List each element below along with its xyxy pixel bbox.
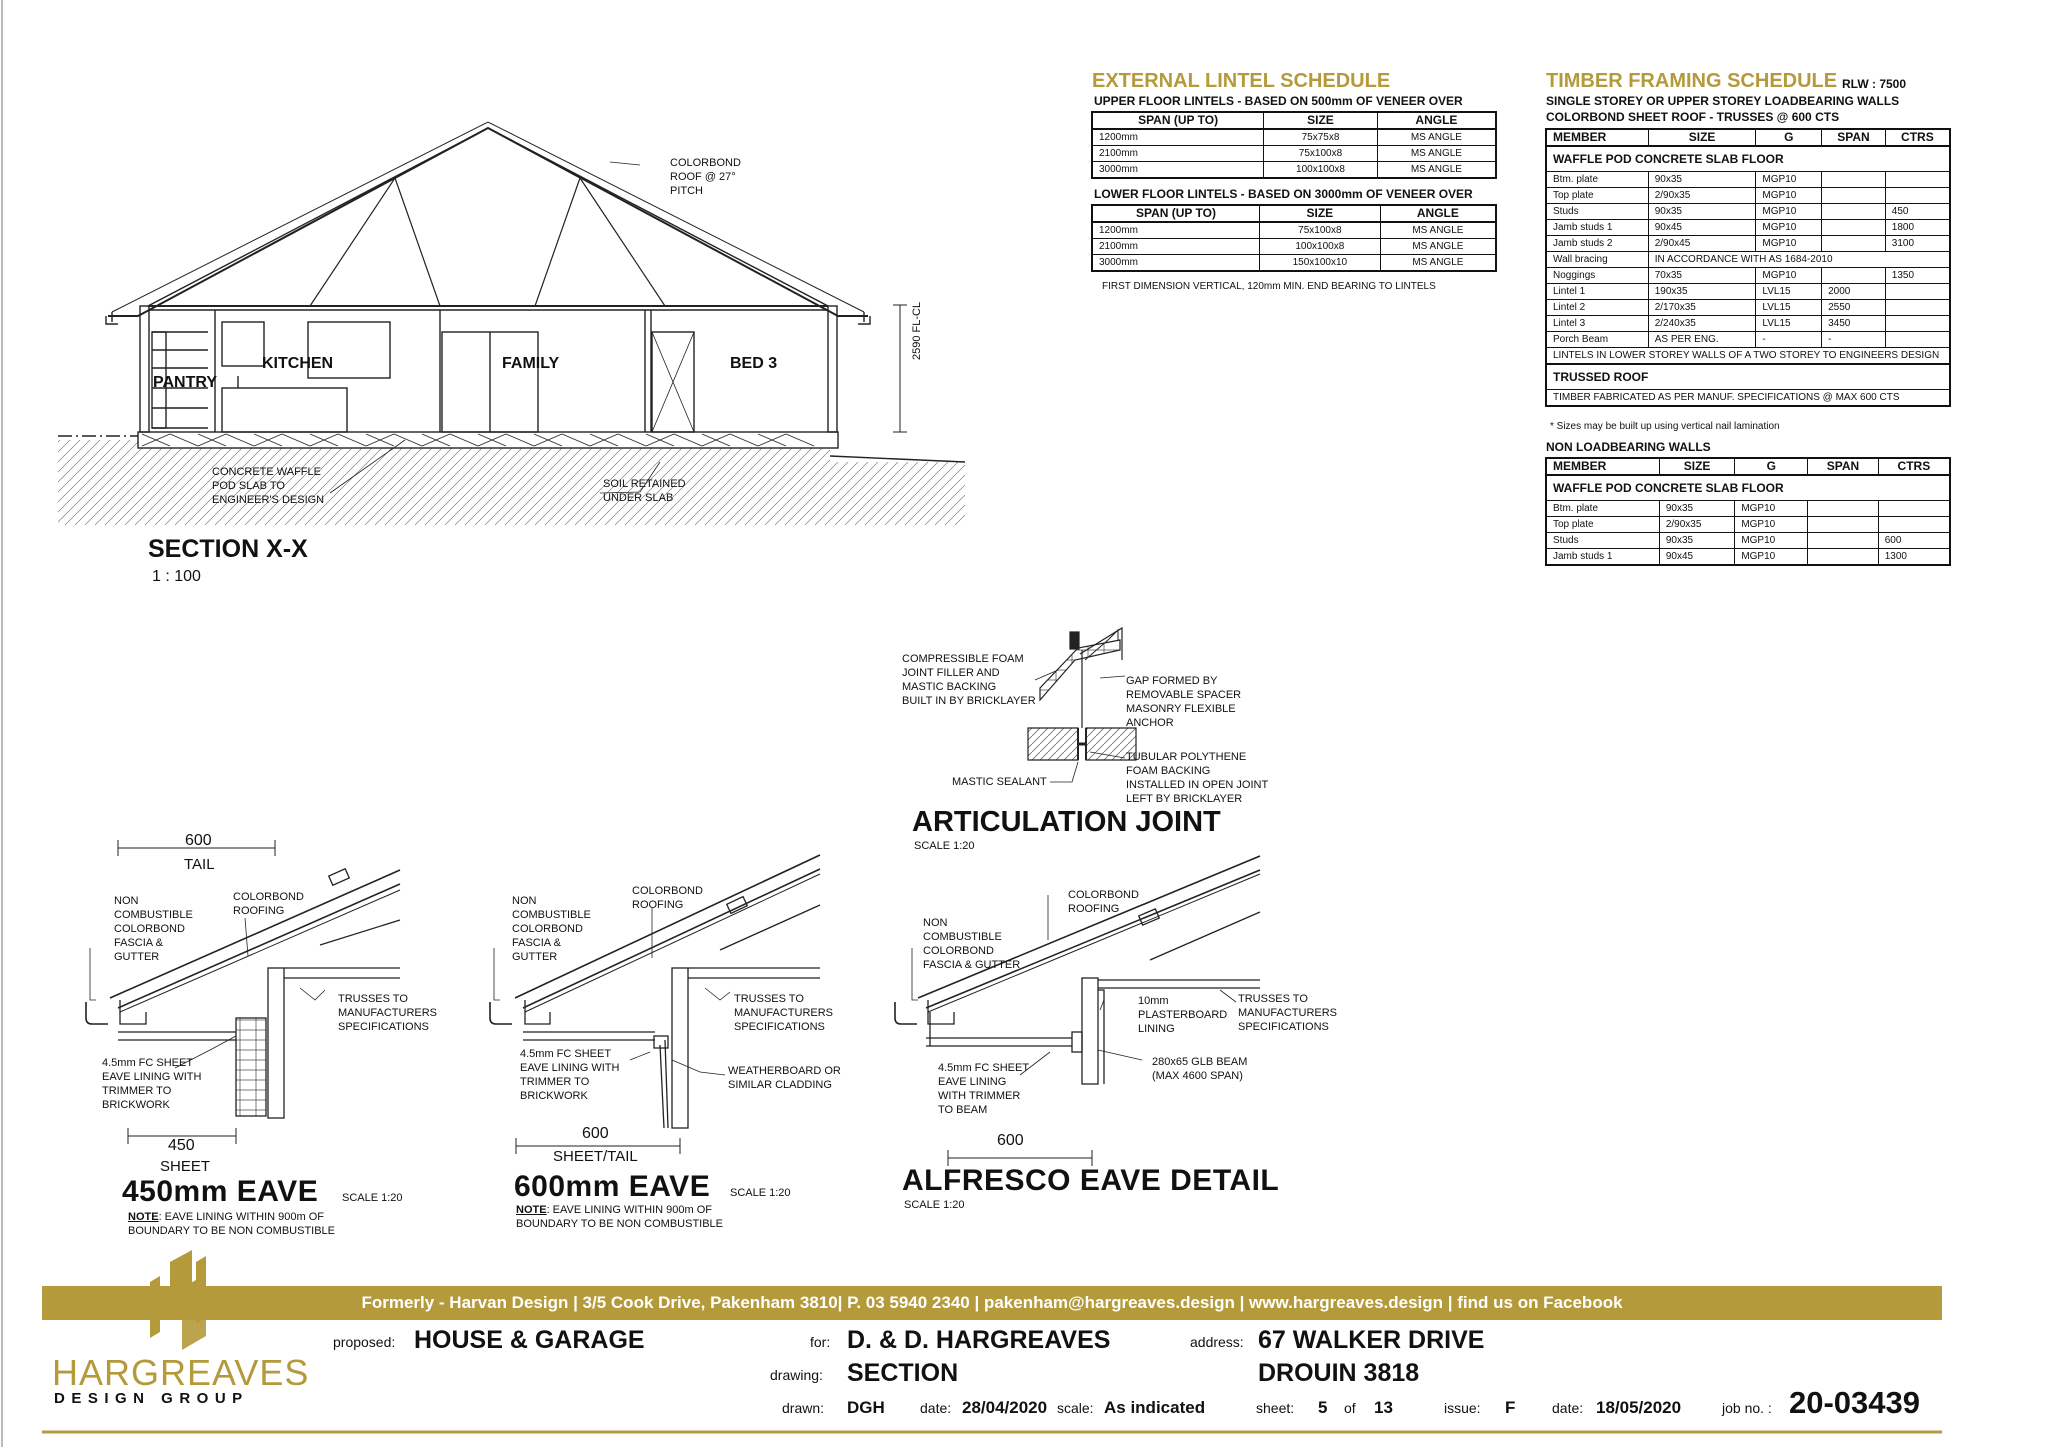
table-row [1546, 348, 1950, 365]
eave450-dim-bot: 450 [168, 1137, 195, 1154]
cell: MS ANGLE [1380, 222, 1496, 239]
col-span: SPAN [1822, 129, 1886, 146]
cell: 2100mm [1092, 239, 1259, 255]
slab-note: CONCRETE WAFFLE POD SLAB TO ENGINEER'S DESIGN [212, 466, 325, 506]
cell: 1200mm [1092, 222, 1259, 239]
cell: 90x35 [1659, 501, 1734, 517]
alfresco-fascia-note: NON COMBUSTIBLE COLORBOND FASCIA & GUTTER [923, 917, 1021, 971]
cell: MGP10 [1735, 549, 1808, 566]
cell [1822, 204, 1886, 220]
table-row [1546, 236, 1950, 252]
address-label: address: [1190, 1334, 1244, 1350]
col-member: MEMBER [1546, 458, 1659, 475]
table-row [1092, 239, 1496, 255]
timber-loadbearing-table [1545, 128, 1951, 407]
cell: MGP10 [1756, 172, 1822, 188]
cell: Jamb studs 2 [1546, 236, 1648, 252]
table-row [1546, 252, 1950, 268]
eave450-roof-note: COLORBOND ROOFING [233, 891, 304, 917]
cell: 70x35 [1648, 268, 1756, 284]
roof-note: COLORBOND ROOF @ 27° PITCH [670, 157, 741, 197]
table-row [1092, 255, 1496, 272]
col-size: SIZE [1659, 458, 1734, 475]
col-size: SIZE [1264, 112, 1378, 129]
cell: - [1822, 332, 1886, 348]
eave450-lining-note: 4.5mm FC SHEET EAVE LINING WITH TRIMMER TO BRICKWORK [102, 1057, 202, 1111]
articulation-foam-note: COMPRESSIBLE FOAM JOINT FILLER AND MASTIC BACKING BUILT IN BY BRICKLAYER [902, 653, 1036, 707]
of-value: 13 [1374, 1398, 1393, 1417]
col-angle: ANGLE [1377, 112, 1496, 129]
table-row [1546, 300, 1950, 316]
sheet-label: sheet: [1256, 1400, 1295, 1416]
cell: Studs [1546, 533, 1659, 549]
cell [1808, 533, 1879, 549]
cell: Lintel 3 [1546, 316, 1648, 332]
cell: 2/90x35 [1648, 188, 1756, 204]
col-span: SPAN [1808, 458, 1879, 475]
cell: Noggings [1546, 268, 1648, 284]
cell: MS ANGLE [1380, 239, 1496, 255]
table-row [1546, 549, 1950, 566]
col-g: G [1756, 129, 1822, 146]
alfresco-beam-note: 280x65 GLB BEAM (MAX 4600 SPAN) [1152, 1056, 1248, 1082]
cell [1885, 172, 1950, 188]
eave600-boundary-note [516, 1203, 723, 1231]
cell: 1300 [1878, 549, 1950, 566]
date-value: 28/04/2020 [962, 1398, 1048, 1417]
drawing-label: drawing: [770, 1367, 823, 1383]
lower-lintel-heading: LOWER FLOOR LINTELS - BASED ON 3000mm OF VENEER OVER [1094, 187, 1473, 201]
alfresco-lining-note: 4.5mm FC SHEET EAVE LINING WITH TRIMMER TO BEAM [938, 1062, 1030, 1116]
note-label: NOTE [128, 1211, 159, 1223]
height-dimension: 2590 FL-CL [911, 301, 923, 360]
sizes-note: * Sizes may be built up using vertical nail lamination [1550, 421, 1780, 432]
table-row [1092, 222, 1496, 239]
articulation-title: ARTICULATION JOINT [912, 806, 1221, 838]
cell [1822, 172, 1886, 188]
table-row [1092, 129, 1496, 146]
alfresco-dim-bot: 600 [997, 1132, 1024, 1149]
table-row [1546, 220, 1950, 236]
table-row [1546, 517, 1950, 533]
cell: MGP10 [1756, 204, 1822, 220]
cell: MGP10 [1756, 220, 1822, 236]
eave600-dim-bot: 600 [582, 1125, 609, 1142]
col-size: SIZE [1648, 129, 1756, 146]
cell [1808, 549, 1879, 566]
cell: 100x100x8 [1259, 239, 1380, 255]
table-row [1546, 533, 1950, 549]
timber-schedule-title: TIMBER FRAMING SCHEDULE [1546, 70, 1838, 92]
cell [1885, 284, 1950, 300]
proposed-value: HOUSE & GARAGE [414, 1326, 645, 1354]
drawn-label: drawn: [782, 1400, 825, 1416]
col-g: G [1735, 458, 1808, 475]
note-text: : EAVE LINING WITHIN 900m OF BOUNDARY TO BE NON COMBUSTIBLE [128, 1211, 336, 1237]
cell: MS ANGLE [1377, 162, 1496, 179]
soil-note: SOIL RETAINED UNDER SLAB [603, 478, 686, 504]
cell: 90x45 [1659, 549, 1734, 566]
cell: AS PER ENG. [1648, 332, 1756, 348]
upper-lintel-heading: UPPER FLOOR LINTELS - BASED ON 500mm OF VENEER OVER [1094, 94, 1463, 108]
cell: MS ANGLE [1377, 146, 1496, 162]
cell: 3450 [1822, 316, 1886, 332]
cell: 90x35 [1659, 533, 1734, 549]
eave600-cladding-note: WEATHERBOARD OR SIMILAR CLADDING [728, 1065, 841, 1091]
eave450-truss-note: TRUSSES TO MANUFACTURERS SPECIFICATIONS [338, 993, 438, 1033]
cell [1878, 501, 1950, 517]
cell: MGP10 [1756, 236, 1822, 252]
scale-value: As indicated [1104, 1398, 1206, 1417]
issue-label: issue: [1444, 1400, 1481, 1416]
table-row [1546, 204, 1950, 220]
col-member: MEMBER [1546, 129, 1648, 146]
cell: 450 [1885, 204, 1950, 220]
cell: MGP10 [1735, 533, 1808, 549]
cell: 2/170x35 [1648, 300, 1756, 316]
date2-label: date: [1552, 1400, 1584, 1416]
table-row [1546, 390, 1950, 407]
col-angle: ANGLE [1380, 205, 1496, 222]
room-label-pantry: PANTRY [153, 374, 217, 391]
articulation-gap-note: GAP FORMED BY REMOVABLE SPACER MASONRY FLEXIBLE ANCHOR [1126, 675, 1242, 729]
cell: 90x35 [1648, 204, 1756, 220]
cell: 1800 [1885, 220, 1950, 236]
eave600-fascia-note: NON COMBUSTIBLE COLORBOND FASCIA & GUTTER [512, 895, 591, 963]
contact-bar: Formerly - Harvan Design | 3/5 Cook Drive, Pakenham 3810| P. 03 5940 2340 | pakenham@hargreaves.design | www.hargreaves.design | find us on Facebook [42, 1286, 1942, 1320]
note-text: : EAVE LINING WITHIN 900m OF BOUNDARY TO BE NON COMBUSTIBLE [516, 1204, 724, 1230]
lintel-note: FIRST DIMENSION VERTICAL, 120mm MIN. END BEARING TO LINTELS [1102, 281, 1436, 292]
cell: Btm. plate [1546, 501, 1659, 517]
cell [1885, 188, 1950, 204]
articulation-tube-note: TUBULAR POLYTHENE FOAM BACKING INSTALLED IN OPEN JOINT LEFT BY BRICKLAYER [1126, 751, 1269, 805]
cell: 3000mm [1092, 255, 1259, 272]
job-label: job no. : [1722, 1400, 1772, 1416]
logo-subtitle: DESIGN GROUP [54, 1390, 249, 1407]
eave600-dim-bot-label: SHEET/TAIL [553, 1148, 638, 1165]
col-size: SIZE [1259, 205, 1380, 222]
articulation-scale: SCALE 1:20 [914, 840, 975, 852]
table-row [1546, 284, 1950, 300]
cell: 3100 [1885, 236, 1950, 252]
cell: Jamb studs 1 [1546, 220, 1648, 236]
articulation-mastic-note: MASTIC SEALANT [952, 776, 1047, 788]
timber-sub1: SINGLE STOREY OR UPPER STOREY LOADBEARING WALLS [1546, 94, 1900, 108]
section-scale: 1 : 100 [152, 568, 201, 585]
cell: 100x100x8 [1264, 162, 1378, 179]
table-row [1546, 501, 1950, 517]
for-label: for: [810, 1334, 831, 1350]
cell [1822, 188, 1886, 204]
cell: - [1756, 332, 1822, 348]
room-label-bed3: BED 3 [730, 355, 778, 372]
cell: LVL15 [1756, 316, 1822, 332]
cell: Wall bracing [1546, 252, 1648, 268]
col-span: SPAN (UP TO) [1092, 205, 1259, 222]
cell: MGP10 [1735, 517, 1808, 533]
waffle-heading: WAFFLE POD CONCRETE SLAB FLOOR [1546, 146, 1950, 172]
date2-value: 18/05/2020 [1596, 1398, 1682, 1417]
eave600-roof-note: COLORBOND ROOFING [632, 885, 703, 911]
cell: MGP10 [1756, 268, 1822, 284]
waffle-heading: WAFFLE POD CONCRETE SLAB FLOOR [1546, 475, 1950, 501]
note-label: NOTE [516, 1204, 547, 1216]
cell: LVL15 [1756, 300, 1822, 316]
cell: Top plate [1546, 188, 1648, 204]
table-row [1546, 188, 1950, 204]
cell: LVL15 [1756, 284, 1822, 300]
cell: 1350 [1885, 268, 1950, 284]
logo-name: HARGREAVES [52, 1352, 310, 1393]
cell [1878, 517, 1950, 533]
cell: Studs [1546, 204, 1648, 220]
cell: Top plate [1546, 517, 1659, 533]
section-title: SECTION X-X [148, 535, 308, 563]
non-lb-title: NON LOADBEARING WALLS [1546, 440, 1711, 454]
cell: Jamb studs 1 [1546, 549, 1659, 566]
cell [1885, 300, 1950, 316]
cell [1822, 236, 1886, 252]
alfresco-plaster-note: 10mm PLASTERBOARD LINING [1138, 995, 1228, 1035]
rlw-value: RLW : 7500 [1842, 77, 1907, 91]
scale-label: scale: [1057, 1400, 1094, 1416]
trussed-heading: TRUSSED ROOF [1546, 364, 1950, 390]
cell: 75x100x8 [1264, 146, 1378, 162]
cell: 2/240x35 [1648, 316, 1756, 332]
table-row [1546, 332, 1950, 348]
eave450-scale: SCALE 1:20 [342, 1192, 403, 1204]
timber-non-loadbearing-table [1545, 457, 1951, 566]
room-label-family: FAMILY [502, 355, 560, 372]
cell [1885, 316, 1950, 332]
col-ctrs: CTRS [1878, 458, 1950, 475]
eave450-boundary-note [128, 1210, 335, 1238]
drawn-value: DGH [847, 1398, 885, 1417]
cell: Porch Beam [1546, 332, 1648, 348]
cell: 1200mm [1092, 129, 1264, 146]
address-line2: DROUIN 3818 [1258, 1359, 1420, 1387]
alfresco-title: ALFRESCO EAVE DETAIL [902, 1164, 1280, 1197]
of-label: of [1344, 1400, 1356, 1416]
cell: Lintel 1 [1546, 284, 1648, 300]
alfresco-scale: SCALE 1:20 [904, 1199, 965, 1211]
cell: 2550 [1822, 300, 1886, 316]
eave450-dim-bot-label: SHEET [160, 1158, 211, 1175]
eave600-truss-note: TRUSSES TO MANUFACTURERS SPECIFICATIONS [734, 993, 834, 1033]
upper-lintel-table [1091, 111, 1497, 179]
cell: 2100mm [1092, 146, 1264, 162]
issue-value: F [1505, 1398, 1516, 1417]
articulation-joint-drawing [1028, 628, 1136, 782]
cell: 90x45 [1648, 220, 1756, 236]
cell [1822, 220, 1886, 236]
timber-sub2: COLORBOND SHEET ROOF - TRUSSES @ 600 CTS [1546, 110, 1840, 124]
col-ctrs: CTRS [1885, 129, 1950, 146]
cell [1808, 501, 1879, 517]
sheet-value: 5 [1318, 1398, 1328, 1417]
cell: Btm. plate [1546, 172, 1648, 188]
cell: MGP10 [1756, 188, 1822, 204]
col-span: SPAN (UP TO) [1092, 112, 1264, 129]
cell: LINTELS IN LOWER STOREY WALLS OF A TWO STOREY TO ENGINEERS DESIGN [1546, 348, 1950, 365]
eave450-fascia-note: NON COMBUSTIBLE COLORBOND FASCIA & GUTTER [114, 895, 193, 963]
client-value: D. & D. HARGREAVES [847, 1326, 1111, 1354]
job-number: 20-03439 [1789, 1385, 1921, 1420]
cell: MS ANGLE [1380, 255, 1496, 272]
proposed-label: proposed: [333, 1334, 396, 1350]
address-line1: 67 WALKER DRIVE [1258, 1326, 1485, 1354]
cell: IN ACCORDANCE WITH AS 1684-2010 [1648, 252, 1950, 268]
alfresco-roof-note: COLORBOND ROOFING [1068, 889, 1139, 915]
cell: 90x35 [1648, 172, 1756, 188]
lintel-schedule-title: EXTERNAL LINTEL SCHEDULE [1092, 70, 1391, 92]
cell: Lintel 2 [1546, 300, 1648, 316]
cell: 190x35 [1648, 284, 1756, 300]
drawing-value: SECTION [847, 1359, 959, 1387]
cell [1808, 517, 1879, 533]
table-row [1546, 268, 1950, 284]
cell: MS ANGLE [1377, 129, 1496, 146]
date-label: date: [920, 1400, 952, 1416]
section-xx-drawing [58, 122, 965, 525]
eave600-title: 600mm EAVE [514, 1170, 711, 1203]
cell: 600 [1878, 533, 1950, 549]
cell: 3000mm [1092, 162, 1264, 179]
cell: 2000 [1822, 284, 1886, 300]
table-row [1092, 146, 1496, 162]
cell: 2/90x35 [1659, 517, 1734, 533]
cell: 75x100x8 [1259, 222, 1380, 239]
table-row [1546, 316, 1950, 332]
eave600-lining-note: 4.5mm FC SHEET EAVE LINING WITH TRIMMER TO BRICKWORK [520, 1048, 620, 1102]
cell: 75x75x8 [1264, 129, 1378, 146]
eave450-dim-top-label: TAIL [184, 856, 215, 873]
eave450-title: 450mm EAVE [122, 1175, 319, 1208]
lower-lintel-table [1091, 204, 1497, 272]
room-label-kitchen: KITCHEN [262, 355, 334, 372]
cell [1885, 332, 1950, 348]
alfresco-truss-note: TRUSSES TO MANUFACTURERS SPECIFICATIONS [1238, 993, 1338, 1033]
eave450-dim-top: 600 [185, 832, 212, 849]
cell: MGP10 [1735, 501, 1808, 517]
table-row [1092, 162, 1496, 179]
table-row [1546, 172, 1950, 188]
cell [1822, 268, 1886, 284]
cell: 150x100x10 [1259, 255, 1380, 272]
eave600-scale: SCALE 1:20 [730, 1187, 791, 1199]
cell: 2/90x45 [1648, 236, 1756, 252]
cell: TIMBER FABRICATED AS PER MANUF. SPECIFICATIONS @ MAX 600 CTS [1546, 390, 1950, 407]
